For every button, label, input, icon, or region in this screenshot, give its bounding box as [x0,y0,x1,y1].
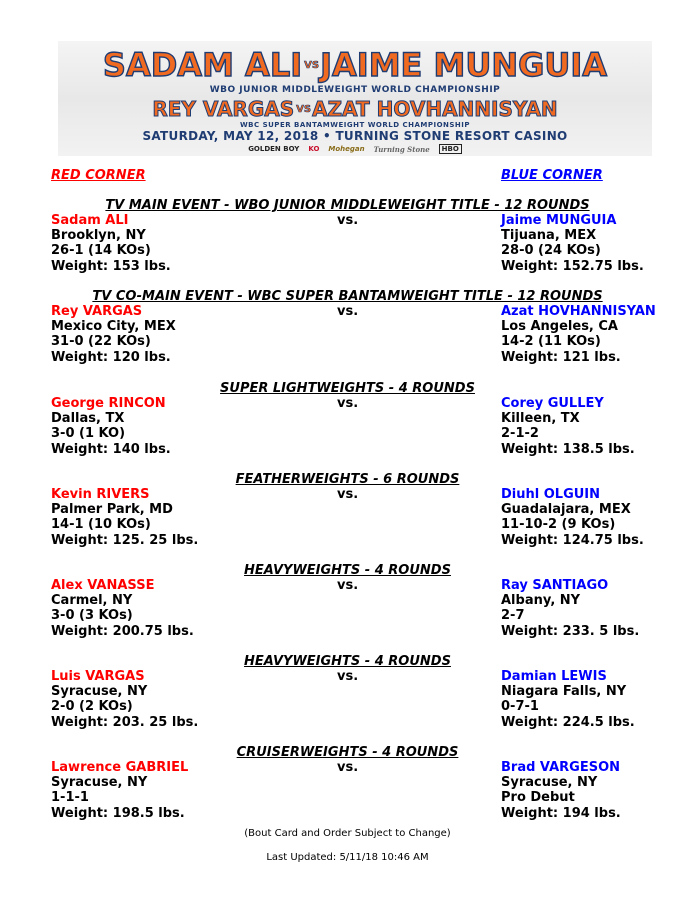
disclaimer-text: (Bout Card and Order Subject to Change) [244,828,451,839]
fighter-weight: Weight: 125. 25 lbs. [51,532,199,548]
banner-date-venue: SATURDAY, MAY 12, 2018 • TURNING STONE RESORT CASINO [142,129,568,143]
event-banner [58,41,652,156]
fighter-hometown: Syracuse, NY [51,684,148,700]
golden-boy-logo: GOLDEN BOY [248,145,300,153]
fighter-hometown: Tijuana, MEX [501,228,597,244]
fighter-name: Ray SANTIAGO [501,578,609,593]
turning-stone-logo: Turning Stone [373,144,430,154]
fighter-weight: Weight: 124.75 lbs. [501,532,644,548]
banner-headline [58,45,652,85]
blue-fighter [501,669,635,730]
blue-fighter [501,487,644,548]
red-fighter [51,213,171,274]
blue-fighter [501,578,639,639]
vs-label: vs. [337,213,359,228]
fighter-name: Sadam ALI [51,213,129,228]
fighter-hometown: Mexico City, MEX [51,319,176,335]
bout-title: CRUISERWEIGHTS - 4 ROUNDS [236,745,459,760]
fighter-weight: Weight: 152.75 lbs. [501,258,644,274]
fighter-name: Alex VANASSE [51,578,155,593]
banner-fighter2-left: REY VARGAS [152,97,295,121]
banner-vs-2: VS [296,103,312,115]
fighter-record: 1-1-1 [51,790,89,806]
fighter-name: Rey VARGAS [51,304,143,319]
bout-title: SUPER LIGHTWEIGHTS - 4 ROUNDS [220,381,475,396]
fighter-record: 28-0 (24 KOs) [501,243,601,259]
sponsor-logos [58,144,652,154]
fighter-weight: Weight: 198.5 lbs. [51,805,185,821]
blue-fighter [501,213,644,274]
fighter-weight: Weight: 140 lbs. [51,441,171,457]
bout-title: TV CO-MAIN EVENT - WBC SUPER BANTAMWEIGHT TITLE - 12 ROUNDS [92,289,603,304]
fighter-name: Damian LEWIS [501,669,607,684]
bout-title: HEAVYWEIGHTS - 4 ROUNDS [244,654,451,669]
bout-4 [0,472,695,552]
fighter-record: 2-7 [501,608,525,624]
vs-label: vs. [337,487,359,502]
bout-title: TV MAIN EVENT - WBO JUNIOR MIDDLEWEIGHT TITLE - 12 ROUNDS [105,198,590,213]
fighter-hometown: Guadalajara, MEX [501,502,631,518]
fighter-name: Jaime MUNGUIA [501,213,617,228]
fighter-record: 0-7-1 [501,699,539,715]
red-corner-header: RED CORNER [51,168,146,183]
mohegan-logo: Mohegan [328,145,365,153]
fighter-weight: Weight: 200.75 lbs. [51,623,194,639]
blue-fighter [501,760,621,821]
banner-fighter-left: SADAM ALI [102,46,303,84]
fighter-name: Luis VARGAS [51,669,145,684]
blue-fighter [501,396,635,457]
bout-title: FEATHERWEIGHTS - 6 ROUNDS [235,472,460,487]
bout-2 [0,289,695,369]
fighter-record: 14-2 (11 KOs) [501,334,601,350]
fighter-hometown: Syracuse, NY [51,775,148,791]
fighter-hometown: Albany, NY [501,593,581,609]
fighter-record: 3-0 (3 KOs) [51,608,133,624]
vs-label: vs. [337,304,359,319]
vs-label: vs. [337,578,359,593]
fighter-name: George RINCON [51,396,166,411]
red-fighter [51,760,188,821]
bout-1 [0,198,695,278]
bout-7 [0,745,695,825]
last-updated-text: Last Updated: 5/11/18 10:46 AM [266,852,429,863]
fighter-weight: Weight: 138.5 lbs. [501,441,635,457]
fighter-hometown: Killeen, TX [501,411,580,427]
fighter-record: 26-1 (14 KOs) [51,243,151,259]
hbo-logo: HBO [439,144,462,154]
blue-corner-header: BLUE CORNER [501,168,603,183]
fighter-hometown: Brooklyn, NY [51,228,146,244]
fighter-name: Diuhl OLGUIN [501,487,601,502]
fighter-hometown: Niagara Falls, NY [501,684,627,700]
fighter-record: 11-10-2 (9 KOs) [501,517,616,533]
fighter-hometown: Los Angeles, CA [501,319,618,335]
fighter-hometown: Palmer Park, MD [51,502,173,518]
fighter-name: Lawrence GABRIEL [51,760,189,775]
vs-label: vs. [337,760,359,775]
vs-label: vs. [337,396,359,411]
banner-fighter2-right: AZAT HOVHANNISYAN [312,97,558,121]
fighter-weight: Weight: 153 lbs. [51,258,171,274]
banner-vs: VS [304,59,320,71]
fighter-weight: Weight: 233. 5 lbs. [501,623,640,639]
fighter-weight: Weight: 203. 25 lbs. [51,714,199,730]
banner-subtitle-1: WBO JUNIOR MIDDLEWEIGHT WORLD CHAMPIONSHIP [209,85,501,95]
red-fighter [51,487,198,548]
bout-6 [0,654,695,734]
bout-title: HEAVYWEIGHTS - 4 ROUNDS [244,563,451,578]
fighter-name: Corey GULLEY [501,396,604,411]
fighter-record: 3-0 (1 KO) [51,426,126,442]
fighter-weight: Weight: 194 lbs. [501,805,621,821]
fighter-weight: Weight: 224.5 lbs. [501,714,635,730]
fighter-weight: Weight: 120 lbs. [51,349,171,365]
fighter-name: Azat HOVHANNISYAN [501,304,656,319]
fighter-record: 14-1 (10 KOs) [51,517,151,533]
fighter-name: Kevin RIVERS [51,487,150,502]
fighter-record: 2-0 (2 KOs) [51,699,133,715]
fighter-record: 31-0 (22 KOs) [51,334,151,350]
fighter-record: 2-1-2 [501,426,539,442]
vs-label: vs. [337,669,359,684]
fighter-weight: Weight: 121 lbs. [501,349,621,365]
banner-headline-2 [58,96,652,122]
fighter-record: Pro Debut [501,790,575,806]
fighter-hometown: Dallas, TX [51,411,125,427]
blue-fighter [501,304,656,365]
red-fighter [51,578,194,639]
bout-3 [0,381,695,461]
banner-subtitle-2: WBC SUPER BANTAMWEIGHT WORLD CHAMPIONSHIP [239,121,471,129]
banner-fighter-right: JAIME MUNGUIA [320,46,608,84]
fighter-name: Brad VARGESON [501,760,621,775]
ko-logo: KO [308,145,320,153]
red-fighter [51,396,171,457]
red-fighter [51,304,176,365]
bout-5 [0,563,695,643]
fighter-hometown: Carmel, NY [51,593,133,609]
red-fighter [51,669,198,730]
fighter-hometown: Syracuse, NY [501,775,598,791]
